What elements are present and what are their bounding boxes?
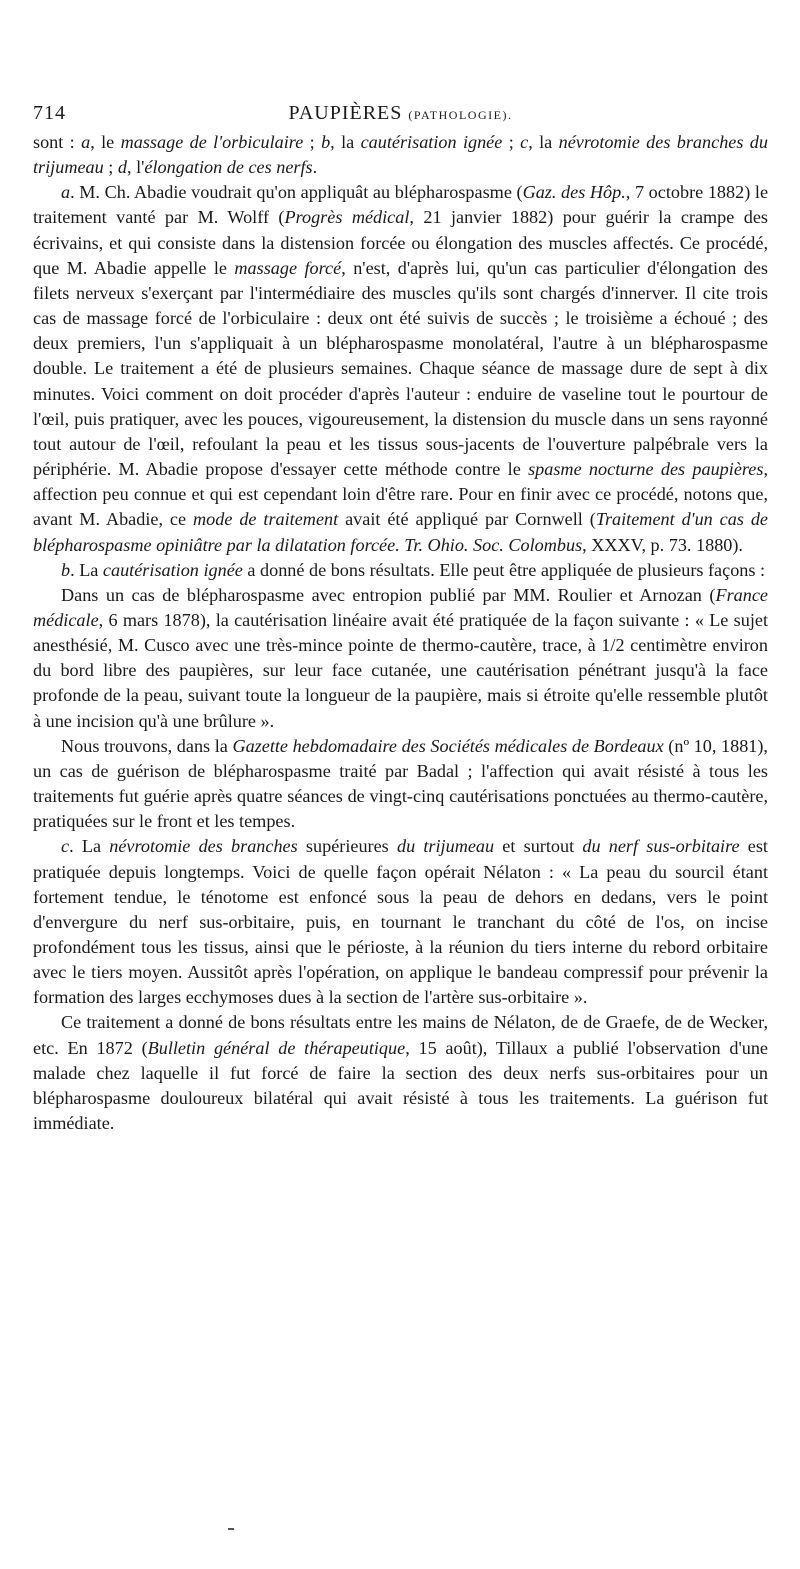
text-run: , l' [126, 157, 145, 178]
italic-text: massage de l'orbiculaire [120, 132, 304, 152]
paragraph [33, 1010, 768, 1136]
text-run: a donné de bons résultats. Elle peut être appliquée de plusieurs façons : [242, 559, 766, 580]
text-run: , le [90, 132, 121, 152]
running-title [33, 102, 768, 125]
italic-text: Gazette hebdomadaire des Sociétés médicales de Bordeaux [232, 735, 664, 756]
italic-text: Gaz. des Hôp. [522, 182, 626, 203]
text-run: . M. Ch. Abadie voudrait qu'on appliquât au blépharospasme ( [70, 182, 523, 203]
text-run: . La [69, 836, 110, 857]
text-run: , la [528, 132, 559, 152]
text-run: sont : [33, 132, 82, 152]
running-title-main: PAUPIÈRES [288, 102, 403, 124]
italic-text: b [321, 132, 331, 152]
text-run: , 15 août), Tillaux a publié l'observation d'une malade chez laquelle il fut forcé de faire la section des deux nerfs sus-orbitaires pour un blépharospasme douloureux bilatéral qui avait résisté à tous les traitements. La guérison fut immédiate. [33, 1037, 768, 1134]
italic-text: c [520, 132, 529, 152]
text-run: (nº 10, 1881), un cas de guérison de blépharospasme traité par Badal ; l'affection qui avait résisté à tous les traitements fut guérie après quatre séances de vingt-cinq cautérisations ponctuées au thermo-cautère, pratiquées sur le front et les tempes. [33, 735, 768, 832]
italic-text: c [61, 836, 70, 857]
text-run: Ce traitement a donné de bons résultats entre les mains de Nélaton, de de Graefe, de de Wecker, etc. En 1872 ( [33, 1012, 768, 1058]
italic-text: Progrès médical [284, 207, 410, 228]
paragraph [33, 583, 768, 734]
body-text [33, 130, 768, 1136]
running-head [33, 100, 768, 130]
italic-text: Traitement d'un cas de blépharospasme opiniâtre par la dilatation forcée. Tr. Ohio. Soc. Colombus [33, 509, 769, 555]
text-run: Nous trouvons, dans la [61, 735, 233, 756]
italic-text: élongation de ces nerfs [144, 157, 313, 178]
paragraph [33, 130, 768, 180]
text-run: Dans un cas de blépharospasme avec entropion publié par MM. Roulier et Arnozan ( [61, 584, 716, 605]
italic-text: du nerf sus-orbitaire [582, 836, 740, 857]
text-run: , 6 mars 1878), la cautérisation linéaire avait été pratiquée de la façon suivante : « Le sujet anesthésié, M. Cusco avec une très-mince pointe de thermo-cautère, trace, à 1/2 centimètre environ du bord libre des paupières, sur leur face cutanée, une cautérisation pénétrant jusqu'à la face profonde de la peau, suivant toute la longueur de la paupière, mais si étroite qu'elle ressemble plutôt à une incision qu'à une brûlure ». [33, 609, 768, 731]
text-run: avait été appliqué par Cornwell ( [338, 509, 596, 530]
italic-text: b [61, 559, 71, 580]
italic-text: a [61, 182, 71, 203]
italic-text: du trijumeau [396, 836, 495, 857]
footer-mark [228, 1528, 234, 1530]
text-run: . [312, 157, 318, 178]
text-run: ; [103, 157, 118, 178]
text-run: , XXXV, p. 73. 1880). [582, 534, 743, 555]
italic-text: a [81, 132, 91, 152]
book-page [33, 100, 768, 1136]
italic-text: névrotomie des branches du trijumeau [33, 132, 768, 178]
running-title-sub: (PATHOLOGIE). [408, 108, 513, 122]
text-run: . La [70, 559, 103, 580]
italic-text: d [117, 157, 127, 178]
paragraph [33, 734, 768, 835]
paragraph [33, 834, 768, 1010]
paragraph [33, 180, 768, 557]
italic-text: Bulletin général de thérapeutique [147, 1037, 406, 1058]
text-run: et surtout [494, 836, 583, 857]
italic-text: France médicale [33, 584, 768, 630]
text-run: , la [330, 132, 361, 152]
text-run: , affection peu connue et qui est cependant loin d'être rare. Pour en finir avec ce procédé, notons que, avant M. Abadie, ce [33, 459, 769, 530]
italic-text: cautérisation ignée [102, 559, 243, 580]
text-run: est pratiquée depuis longtemps. Voici de quelle façon opérait Nélaton : « La peau du sourcil étant fortement tendue, le ténotome est enfoncé sous la peau de dehors en dedans, vers le point d'envergure du nerf sus-orbitaire, puis, en tournant le tranchant du côté de l'os, on incise profondément tous les tissus, ainsi que le périoste, à la réunion du tiers interne du rebord orbitaire avec le tiers moyen. Aussitôt après l'opération, on applique le bandeau compressif pour prévenir la formation des larges ecchymoses dues à la section de l'artère sus-orbitaire ». [33, 836, 768, 1008]
text-run: supérieures [297, 836, 397, 857]
text-run: , 7 octobre 1882) le traitement vanté par M. Wolff ( [33, 182, 769, 228]
text-run: ; [303, 132, 322, 152]
italic-text: cautérisation ignée [360, 132, 503, 152]
page-number: 714 [33, 102, 66, 124]
italic-text: mode de traitement [193, 509, 339, 530]
italic-text: spasme nocturne des paupières [528, 459, 764, 480]
paragraph [33, 558, 768, 583]
italic-text: massage forcé [234, 257, 342, 278]
text-run: , 21 janvier 1882) pour guérir la crampe des écrivains, et qui consiste dans la distension forcée ou élongation des muscles affectés. Ce procédé, que M. Abadie appelle le [33, 207, 769, 278]
italic-text: névrotomie des branches [109, 836, 298, 857]
text-run: ; [502, 132, 521, 152]
text-run: , n'est, d'après lui, qu'un cas particulier d'élongation des filets nerveux s'exerçant par l'intermédiaire des muscles qu'ils sont chargés d'innerver. Il cite trois cas de massage forcé de l'orbiculaire : deux ont été suivis de succès ; le troisième a échoué ; des deux premiers, l'un s'appliquait à un blépharospasme monolatéral, l'autre à un blépharospasme double. Le traitement a été de plusieurs semaines. Chaque séance de massage dure de sept à dix minutes. Voici comment on doit procéder d'après l'auteur : enduire de vaseline tout le pourtour de l'œil, puis pratiquer, avec les pouces, vigoureusement, la distension du muscle dans un sens rayonné tout autour de l'œil, refoulant la peau et les tissus sous-jacents de l'ouverture palpébrale vers la périphérie. M. Abadie propose d'essayer cette méthode contre le [33, 257, 768, 480]
